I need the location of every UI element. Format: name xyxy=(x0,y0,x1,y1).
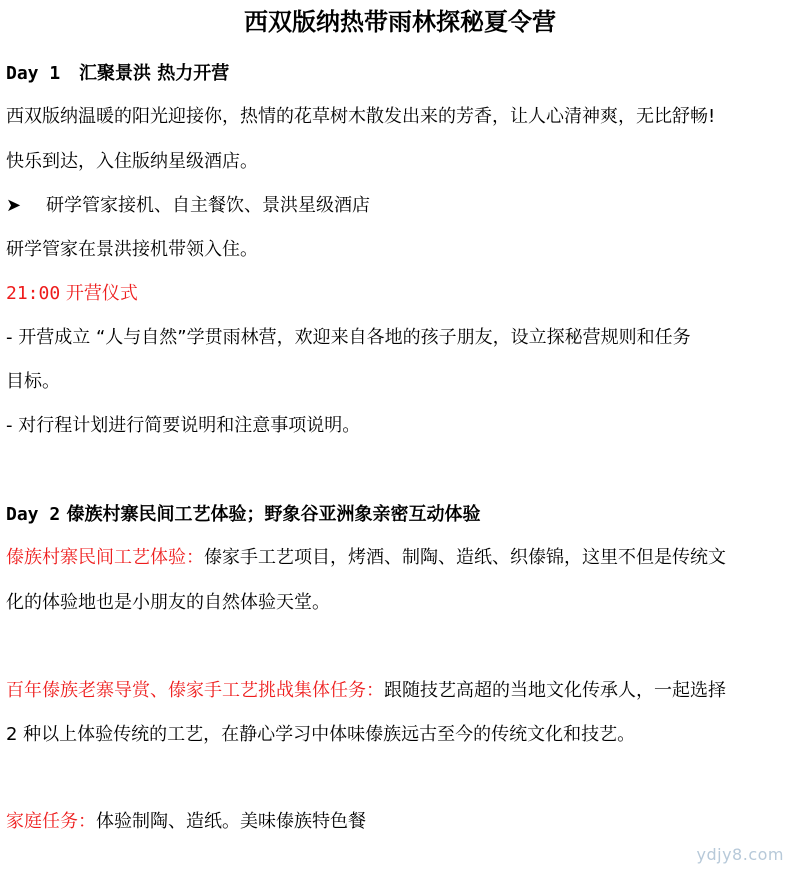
day1-bullet-text: 研学管家接机、自主餐饮、景洪星级酒店 xyxy=(46,195,370,216)
day1-bullet xyxy=(6,194,794,218)
day1-item1-line1: - 开营成立 “人与自然”学贯雨林营，欢迎来自各地的孩子朋友，设立探秘营规则和任务 xyxy=(6,327,691,348)
document-title: 西双版纳热带雨林探秘夏令营 xyxy=(244,8,556,36)
day2-section3-text: 体验制陶、造纸。美味傣族特色餐 xyxy=(96,811,366,832)
arrow-bullet-icon: ➤ xyxy=(6,195,22,216)
day2-section1-line2: 化的体验地也是小朋友的自然体验天堂。 xyxy=(6,592,330,613)
day2-section1-text: 傣家手工艺项目，烤酒、制陶、造纸、织傣锦，这里不但是传统文 xyxy=(204,547,726,568)
day1-item2: - 对行程计划进行简要说明和注意事项说明。 xyxy=(6,415,361,436)
day2-section2-line1 xyxy=(6,679,794,703)
ceremony-label: 开营仪式 xyxy=(65,283,138,304)
day1-ceremony-heading xyxy=(6,282,794,306)
day1-heading xyxy=(6,62,794,86)
day2-heading-day: Day 2 xyxy=(6,504,61,525)
day1-item1-line2: 目标。 xyxy=(6,371,60,392)
day1-heading-day: Day 1 xyxy=(6,63,61,84)
watermark: ydjy8.com xyxy=(696,845,784,864)
day2-heading xyxy=(6,503,794,527)
day2-section1-label: 傣族村寨民间工艺体验： xyxy=(6,547,204,568)
day2-section3 xyxy=(6,810,794,834)
day1-note: 研学管家在景洪接机带领入住。 xyxy=(6,239,258,260)
day2-heading-title: 傣族村寨民间工艺体验；野象谷亚洲象亲密互动体验 xyxy=(66,504,481,525)
day1-heading-title: 汇聚景洪 热力开营 xyxy=(79,63,230,84)
day2-section3-label: 家庭任务： xyxy=(6,811,96,832)
day2-section1-line1 xyxy=(6,546,794,570)
day2-section2-label: 百年傣族老寨导赏、傣家手工艺挑战集体任务： xyxy=(6,680,384,701)
ceremony-time: 21:00 xyxy=(6,283,61,304)
day1-paragraph-line2: 快乐到达，入住版纳星级酒店。 xyxy=(6,151,258,172)
day1-paragraph-line1: 西双版纳温暖的阳光迎接你，热情的花草树木散发出来的芳香，让人心清神爽，无比舒畅! xyxy=(6,106,716,127)
day2-section2-line2: 2 种以上体验传统的工艺，在静心学习中体味傣族远古至今的传统文化和技艺。 xyxy=(6,724,636,745)
day2-section2-text: 跟随技艺高超的当地文化传承人，一起选择 xyxy=(384,680,726,701)
